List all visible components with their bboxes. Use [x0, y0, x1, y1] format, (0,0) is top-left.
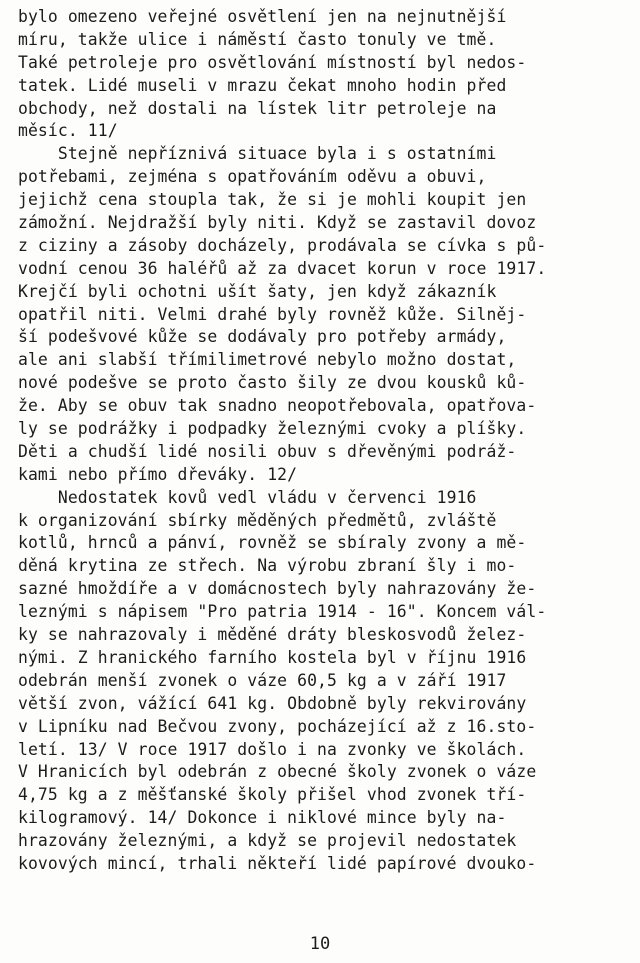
text-line: odebrán menší zvonek o váze 60,5 kg a v září 1917	[18, 670, 507, 690]
text-line: k organizování sbírky měděných předmětů, zvláště	[18, 510, 497, 530]
text-line: hrazovány železnými, a když se projevil nedostatek	[18, 831, 517, 851]
text-line: Stejně nepříznivá situace byla i s ostatními	[18, 144, 497, 164]
text-line: větší zvon, vážící 641 kg. Obdobně byly rekvirovány	[18, 693, 527, 713]
text-line: kilogramový. 14/ Dokonce i niklové mince byly na-	[18, 808, 507, 828]
text-line: Děti a chudší lidé nosili obuv s dřevěnými podráž-	[18, 441, 517, 461]
text-line: Krejčí byli ochotni ušít šaty, jen když zákazník	[18, 281, 497, 301]
text-line: měsíc. 11/	[18, 121, 118, 141]
text-line: opatřil niti. Velmi drahé byly rovněž kůže. Silněj-	[18, 304, 527, 324]
text-line: nové podešve se proto často šily ze dvou kousků ků-	[18, 373, 527, 393]
text-line: ky se nahrazovaly i měděné dráty bleskosvodů želez-	[18, 625, 527, 645]
text-line: zámožní. Nejdražší byly niti. Když se zastavil dovoz	[18, 213, 537, 233]
text-line: sazné hmoždíře a v domácnostech byly nahrazovány že-	[18, 579, 537, 599]
text-line: nými. Z hranického farního kostela byl v říjnu 1916	[18, 647, 527, 667]
text-line: obchody, než dostali na lístek litr petroleje na	[18, 98, 497, 118]
page-number: 10	[309, 934, 331, 954]
text-line: děná krytina ze střech. Na výrobu zbraní šly i mo-	[18, 556, 517, 576]
text-line: Také petroleje pro osvětlování místností byl nedos-	[18, 52, 527, 72]
text-line: z ciziny a zásoby docházely, prodávala se cívka s pů-	[18, 235, 547, 255]
text-line: bylo omezeno veřejné osvětlení jen na nejnutnější	[18, 7, 507, 26]
text-line: vodní cenou 36 haléřů až za dvacet korun v roce 1917.	[18, 258, 547, 278]
text-line: leznými s nápisem "Pro patria 1914 - 16". Koncem vál-	[18, 602, 547, 622]
text-line: tatek. Lidé museli v mrazu čekat mnoho hodin před	[18, 75, 507, 95]
text-line: Nedostatek kovů vedl vládu v červenci 1916	[18, 487, 477, 507]
text-line: letí. 13/ V roce 1917 došlo i na zvonky ve školách.	[18, 739, 527, 759]
text-line: 4,75 kg a z měšťanské školy přišel vhod zvonek tří-	[18, 785, 527, 805]
text-line: ly se podrážky i podpadky železnými cvoky a plíšky.	[18, 419, 527, 439]
text-line: že. Aby se obuv tak snadno neopotřebovala, opatřova-	[18, 396, 537, 416]
text-line: ší podešvové kůže se dodávaly pro potřeby armády,	[18, 327, 507, 347]
text-line: jejichž cena stoupla tak, že si je mohli koupit jen	[18, 190, 527, 210]
text-line: V Hranicích byl odebrán z obecné školy zvonek o váze	[18, 762, 537, 782]
text-line: kotlů, hrnců a pánví, rovněž se sbíraly zvony a mě-	[18, 533, 527, 553]
text-line: v Lipníku nad Bečvou zvony, pocházející až z 16.sto-	[18, 716, 537, 736]
text-line: kovových mincí, trhali někteří lidé papírové dvouko-	[18, 853, 537, 873]
text-line: ale ani slabší třímilimetrové nebylo možno dostat,	[18, 350, 517, 370]
text-line: kami nebo přímo dřeváky. 12/	[18, 464, 298, 484]
text-line: potřebami, zejména s opatřováním oděvu a obuvi,	[18, 167, 487, 187]
text-line: míru, takže ulice i náměstí často tonuly ve tmě.	[18, 29, 497, 49]
body-text	[18, 6, 630, 876]
